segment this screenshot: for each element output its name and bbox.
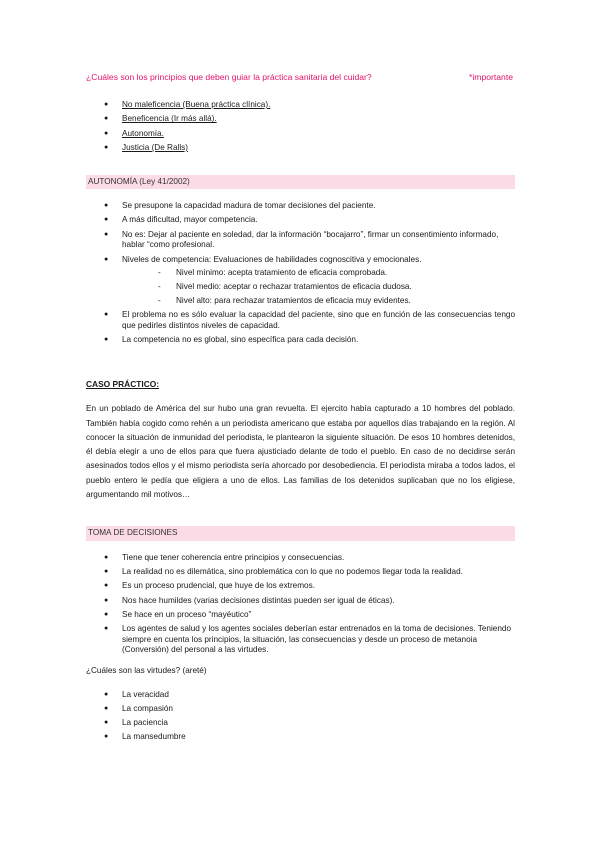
header-row — [86, 72, 515, 83]
list-item: ● No maleficencia (Buena práctica clínica). — [86, 100, 515, 111]
section-heading-autonomia: AUTONOMÍA (Ley 41/2002) — [86, 175, 515, 190]
list-item: ● La competencia no es global, sino específica para cada decisión. — [86, 335, 515, 346]
level-item: - Nivel medio: aceptar o rechazar tratamientos de eficacia dudosa. — [122, 282, 515, 293]
list-item: ● Justicia (De Ralls) — [86, 143, 515, 154]
list-item: ● Se presupone la capacidad madura de tomar decisiones del paciente. — [86, 201, 515, 212]
virtues-question: ¿Cuáles son las virtudes? (areté) — [86, 666, 207, 676]
section-heading-toma: TOMA DE DECISIONES — [86, 526, 515, 541]
list-item: ● El problema no es sólo evaluar la capacidad del paciente, sino que en función de las consecuencias tengo que pedirles distintos niveles de capacidad. — [86, 310, 515, 331]
list-item: ● La mansedumbre — [86, 732, 515, 743]
list-item: ● A más dificultad, mayor competencia. — [86, 215, 515, 226]
toma-list — [86, 553, 515, 656]
level-item: - Nivel mínimo: acepta tratamiento de eficacia comprobada. — [122, 268, 515, 279]
level-item: - Nivel alto: para rechazar tratamientos de eficacia muy evidentes. — [122, 296, 515, 307]
list-item: ● No es: Dejar al paciente en soledad, dar la información “bocajarro”, firmar un consentimiento informado, hablar “como profesional. — [86, 230, 515, 251]
list-item: ● La compasión — [86, 704, 515, 715]
list-item-text: Niveles de competencia: Evaluaciones de habilidades cognoscitiva y emocionales. — [122, 254, 422, 264]
list-item: ● La realidad no es dilemática, sino problemática con lo que no podemos llegar toda la realidad. — [86, 567, 515, 578]
virtues-list — [86, 690, 515, 743]
case-title: CASO PRÁCTICO: — [86, 379, 160, 390]
principles-question: ¿Cuáles son los principios que deben guiar la práctica sanitaria del cuidar? — [86, 72, 372, 82]
important-note: *importante — [469, 72, 513, 82]
list-item: ● Tiene que tener coherencia entre principios y consecuencias. — [86, 553, 515, 564]
list-item: ● La paciencia — [86, 718, 515, 729]
competence-levels-list — [122, 268, 515, 306]
list-item: ● Autonomía. — [86, 129, 515, 140]
list-item: ● La veracidad — [86, 690, 515, 701]
list-item: ● Nos hace humildes (varias decisiones distintas pueden ser igual de éticas). — [86, 596, 515, 607]
principles-list — [86, 100, 515, 153]
list-item: ● Beneficencia (Ir más allá). — [86, 114, 515, 125]
autonomia-list — [86, 201, 515, 345]
list-item: ● Se hace en un proceso “mayéutico” — [86, 610, 515, 621]
list-item: ● Es un proceso prudencial, que huye de los extremos. — [86, 581, 515, 592]
case-paragraph: En un poblado de América del sur hubo una gran revuelta. El ejercito había capturado a 10 hombres del poblado. También había cogido como rehén a un periodista americano que estaba por aquellos días trabajando en la región. Al conocer la situación de inmunidad del periodista, le plantearon la siguiente situación. De esos 10 hombres detenidos, él debía elegir a uno de ellos para que fuera ajusticiado delante de todo el pueblo. En caso de no decidirse serán asesinados todos ellos y el mismo periodista sería ahorcado por desobediencia. El periodista miraba a todos lados, el pueblo entero le pedía que eligiera a uno de ellos. Las familias de los detenidos suplicaban que no los eligiese, argumentando mil motivos… — [86, 404, 515, 499]
list-item: ● Los agentes de salud y los agentes sociales deberían estar entrenados en la toma de decisiones. Teniendo siempre en cuenta los principios, la situación, las consecuencias y desde un proceso de metanoia (Conversión) del personal a las virtudes. — [86, 624, 515, 656]
list-item — [86, 255, 515, 307]
